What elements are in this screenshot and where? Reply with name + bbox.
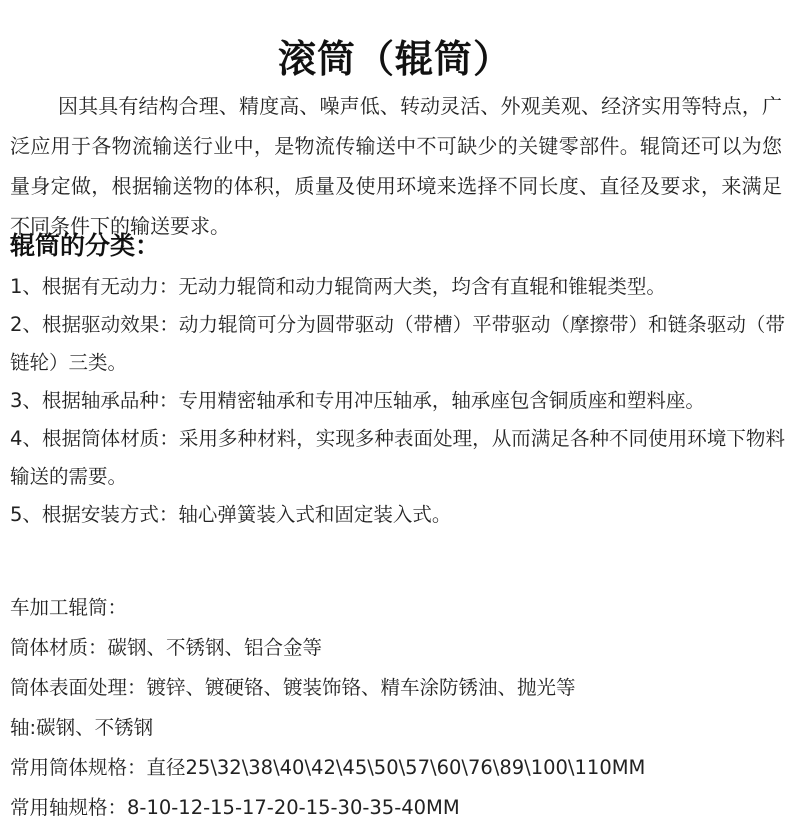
- shaft-material-line: 轴:碳钢、不锈钢: [10, 716, 154, 739]
- classification-item-3: 3、根据轴承品种：专用精密轴承和专用冲压轴承，轴承座包含铜质座和塑料座。: [10, 389, 705, 412]
- classification-item-1: 1、根据有无动力：无动力辊筒和动力辊筒两大类，均含有直辊和锥辊类型。: [10, 275, 666, 298]
- classification-item-5: 5、根据安装方式：轴心弹簧装入式和固定装入式。: [10, 503, 452, 526]
- tube-material-line: 筒体材质：碳钢、不锈钢、铝合金等: [10, 636, 323, 659]
- classification-list: [10, 268, 785, 534]
- surface-treatment-line: 筒体表面处理：镀锌、镀硬铬、镀装饰铬、精车涂防锈油、抛光等: [10, 676, 576, 699]
- specs-section: [10, 588, 785, 828]
- shaft-sizes-line: 常用轴规格：8-10-12-15-17-20-15-30-35-40MM: [10, 796, 460, 819]
- page-title: 滚筒（辊筒）: [277, 37, 512, 82]
- classification-item-2: 2、根据驱动效果：动力辊筒可分为圆带驱动（带槽）平带驱动（摩擦带）和链条驱动（带链轮）三类。: [10, 313, 785, 374]
- intro-paragraph: 因其具有结构合理、精度高、噪声低、转动灵活、外观美观、经济实用等特点，广泛应用于各物流输送行业中，是物流传输送中不可缺少的关键零部件。辊筒还可以为您量身定做，根据输送物的体积，质量及使用环境来选择不同长度、直径及要求，来满足不同条件下的输送要求。: [10, 94, 782, 238]
- classification-item-4: 4、根据筒体材质：采用多种材料，实现多种表面处理，从而满足各种不同使用环境下物料输送的需要。: [10, 427, 785, 488]
- classification-heading: 辊筒的分类：: [10, 231, 161, 260]
- tube-sizes-line: 常用筒体规格：直径25\32\38\40\42\45\50\57\60\76\89\100\110MM: [10, 756, 646, 779]
- lathe-roller-heading: 车加工辊筒：: [10, 596, 128, 619]
